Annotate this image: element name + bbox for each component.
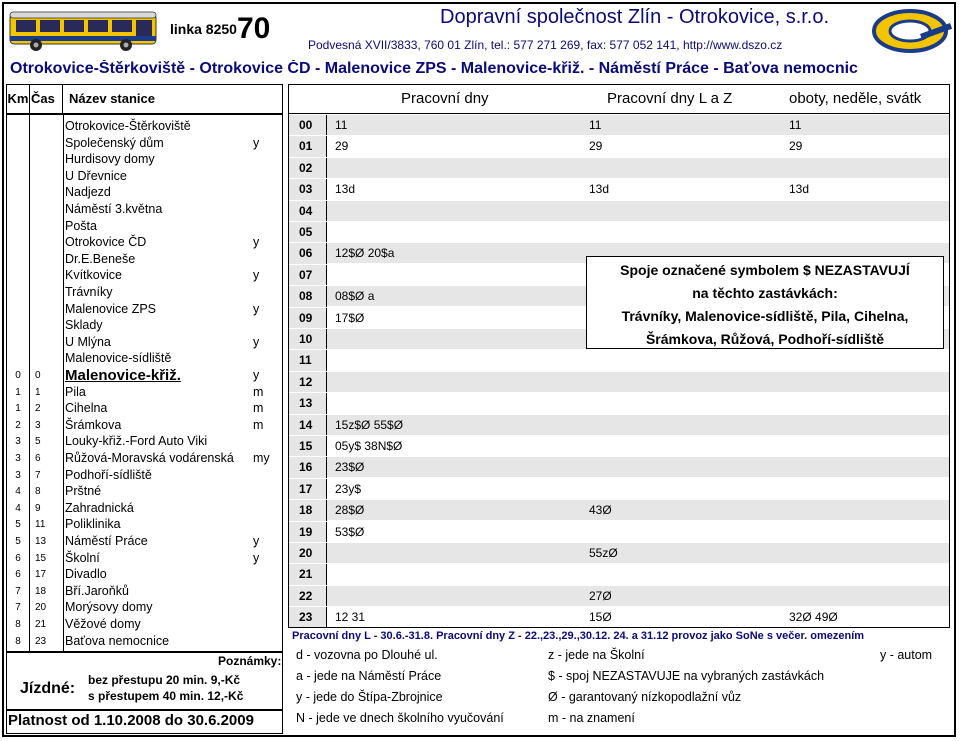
hour-row xyxy=(289,414,949,435)
station-name: Malenovice-sídliště xyxy=(65,351,172,366)
station-name: Školní xyxy=(65,550,100,565)
station-row xyxy=(7,450,282,467)
weekday-departures: 53$Ø xyxy=(335,524,365,539)
hour-label: 12 xyxy=(289,372,327,393)
station-row xyxy=(7,218,282,235)
station-name: Zahradnická xyxy=(65,500,134,515)
station-time: 3 xyxy=(35,419,41,431)
station-row xyxy=(7,400,282,417)
station-time: 15 xyxy=(35,552,47,564)
station-time: 20 xyxy=(35,602,47,614)
notice-line-1: Spoje označené symbolem $ NEZASTAVUJÍ xyxy=(620,262,910,278)
hour-label: 19 xyxy=(289,522,327,543)
station-km: 2 xyxy=(15,419,21,431)
hour-row xyxy=(289,349,949,370)
weekday-departures: 13d xyxy=(335,182,356,197)
hour-row xyxy=(289,114,949,135)
station-name: U Mlýna xyxy=(65,334,111,349)
station-name: Kvítkovice xyxy=(65,268,122,283)
hour-row xyxy=(289,521,949,542)
station-row xyxy=(7,483,282,500)
station-name: U Dřevnice xyxy=(65,168,127,183)
hour-label: 05 xyxy=(289,222,327,243)
station-km: 3 xyxy=(15,453,21,464)
company-logo-icon xyxy=(868,6,952,56)
hour-row xyxy=(289,200,949,221)
notice-line-3: Trávníky, Malenovice-sídliště, Pila, Cihelna, xyxy=(621,308,909,324)
station-time: 9 xyxy=(35,502,41,514)
hour-row xyxy=(289,499,949,520)
weekday-departures: 15z$Ø 55$Ø xyxy=(335,417,404,432)
station-flag: y xyxy=(253,368,260,382)
station-km: 5 xyxy=(15,519,21,531)
station-flag: m xyxy=(253,401,264,416)
station-row xyxy=(7,201,282,218)
hour-label: 18 xyxy=(289,500,327,521)
legend-y: y - jede do Štípa-Zbrojnice xyxy=(296,690,443,704)
hour-label: 00 xyxy=(289,115,327,136)
station-row xyxy=(7,168,282,185)
hour-row xyxy=(289,135,949,156)
legend-d: d - vozovna po Dlouhé ul. xyxy=(296,648,438,662)
station-row xyxy=(7,516,282,533)
weekday-lz-header: Pracovní dny L a Z xyxy=(607,90,733,107)
station-row xyxy=(7,301,282,318)
station-row xyxy=(7,533,282,550)
station-name: Náměstí Práce xyxy=(65,534,148,548)
weekday-lz-departures: 11 xyxy=(589,118,602,132)
station-name: Hurdisovy domy xyxy=(65,152,155,167)
station-name: Trávníky xyxy=(65,285,113,299)
station-name: Nadjezd xyxy=(65,185,111,200)
hour-label: 15 xyxy=(289,436,327,457)
bus-icon xyxy=(8,8,158,52)
notice-box xyxy=(586,256,944,349)
station-km: 5 xyxy=(15,536,21,547)
station-name: Otrokovice ČD xyxy=(65,235,147,250)
station-km: 4 xyxy=(15,486,21,498)
station-row xyxy=(7,251,282,268)
weekday-departures: 23y$ xyxy=(335,481,362,496)
station-row xyxy=(7,151,282,168)
station-km: 1 xyxy=(15,403,21,415)
hour-label: 06 xyxy=(289,243,327,264)
station-name: Pošta xyxy=(65,218,97,233)
hour-label: 01 xyxy=(289,136,327,157)
weekday-departures: 11 xyxy=(335,118,348,132)
station-km: 1 xyxy=(15,386,21,398)
station-row xyxy=(7,417,282,434)
station-time: 21 xyxy=(35,619,47,630)
hour-row xyxy=(289,371,949,392)
hour-row xyxy=(289,478,949,499)
hour-row xyxy=(289,585,949,606)
station-flag: y xyxy=(253,135,260,150)
weekday-departures: 23$Ø xyxy=(335,460,365,475)
weekend-header: oboty, neděle, svátk xyxy=(789,90,922,107)
fare-label: Jízdné: xyxy=(20,680,76,697)
station-name: Šrámkova xyxy=(65,417,122,432)
hour-label: 09 xyxy=(289,308,327,329)
hour-row xyxy=(289,435,949,456)
station-name: Pila xyxy=(65,384,86,399)
hour-row xyxy=(289,563,949,584)
station-km: 0 xyxy=(15,370,21,381)
hour-row xyxy=(289,606,949,627)
stations-list xyxy=(6,114,283,652)
weekday-lz-departures: 43Ø xyxy=(589,503,612,518)
weekday-lz-departures: 55zØ xyxy=(589,546,618,560)
station-flag: y xyxy=(253,550,260,565)
station-name: Prštné xyxy=(65,484,102,499)
hour-row xyxy=(289,157,949,178)
weekday-lz-departures: 13d xyxy=(589,182,610,197)
station-name: Společenský dům xyxy=(65,135,164,150)
station-name: Bří.Jaroňků xyxy=(65,583,129,598)
notes-label: Poznámky: xyxy=(218,654,282,668)
station-row xyxy=(7,566,282,583)
station-name-header: Název stanice xyxy=(69,91,155,106)
hour-label: 14 xyxy=(289,415,327,436)
station-name: Podhoří-sídliště xyxy=(65,467,152,482)
station-time: 8 xyxy=(35,486,41,498)
hour-row xyxy=(289,456,949,477)
station-row xyxy=(7,599,282,616)
legend-m: m - na znamení xyxy=(548,711,635,725)
station-row xyxy=(7,384,282,401)
station-flag: y xyxy=(253,534,260,548)
hour-label: 07 xyxy=(289,265,327,286)
station-name: Baťova nemocnice xyxy=(65,633,170,648)
station-time: 11 xyxy=(35,519,46,531)
station-time: 18 xyxy=(35,585,47,597)
station-km: 7 xyxy=(15,602,21,614)
station-row xyxy=(7,135,282,152)
station-row xyxy=(7,350,282,367)
station-km: 6 xyxy=(15,552,21,564)
station-km: 8 xyxy=(15,635,21,647)
station-km: 7 xyxy=(15,585,21,597)
station-row xyxy=(7,433,282,450)
notice-line-2: na těchto zastávkách: xyxy=(692,285,838,301)
weekday-lz-departures: 27Ø xyxy=(589,588,612,603)
station-flag: m xyxy=(253,384,264,399)
weekend-departures: 32Ø 49Ø xyxy=(789,610,838,625)
company-name: Dopravní společnost Zlín - Otrokovice, s.r.o. xyxy=(440,6,830,28)
station-row xyxy=(7,234,282,251)
station-name: Růžová-Moravská vodárenská xyxy=(65,451,234,465)
hour-label: 03 xyxy=(289,179,327,200)
station-time: 17 xyxy=(35,569,47,581)
line-label: linka 8250 xyxy=(170,21,237,37)
hour-label: 22 xyxy=(289,586,327,607)
hour-row xyxy=(289,178,949,199)
station-row xyxy=(7,334,282,351)
station-flag: y xyxy=(253,334,260,349)
station-km: 3 xyxy=(15,469,21,481)
fare-without-transfer: bez přestupu 20 min. 9,-Kč xyxy=(88,673,241,687)
legend-n: N - jede ve dnech školního vyučování xyxy=(296,711,504,725)
legend-auto: y - autom xyxy=(880,648,933,662)
weekday-departures: 29 xyxy=(335,139,349,154)
weekday-departures: 05y$ 38N$Ø xyxy=(335,439,403,453)
station-name: Věžové domy xyxy=(65,617,141,631)
weekday-lz-departures: 15Ø xyxy=(589,610,612,625)
station-name: Dr.E.Beneše xyxy=(65,251,136,266)
station-time: 5 xyxy=(35,436,41,448)
notice-line-4: Šrámkova, Růžová, Podhoří-sídliště xyxy=(645,331,885,347)
hour-label: 08 xyxy=(289,286,327,307)
hour-label: 04 xyxy=(289,201,327,222)
station-row xyxy=(7,267,282,284)
station-name: Malenovice ZPS xyxy=(65,301,157,316)
weekday-departures: 08$Ø a xyxy=(335,289,375,304)
station-row xyxy=(7,616,282,633)
station-name: Divadlo xyxy=(65,567,107,582)
station-name: Poliklinika xyxy=(65,517,121,532)
station-name: Malenovice-křiž. xyxy=(65,367,181,384)
station-flag: my xyxy=(253,451,270,465)
station-row xyxy=(7,500,282,517)
station-name: Cihelna xyxy=(65,401,108,416)
hour-row xyxy=(289,221,949,242)
service-periods: Pracovní dny L - 30.6.-31.8. Pracovní dny Z - 22.,23.,29.,30.12. 24. a 31.12 provoz jako SoNe s večer. omezením xyxy=(292,630,865,642)
time-header: Čas xyxy=(29,85,63,113)
weekday-departures: 28$Ø xyxy=(335,503,365,518)
legend-low-floor: Ø - garantovaný nízkopodlažní vůz xyxy=(548,690,742,704)
fare-with-transfer: s přestupem 40 min. 12,-Kč xyxy=(88,689,244,703)
hour-label: 11 xyxy=(289,350,327,371)
timetable-header xyxy=(288,84,950,114)
hour-row xyxy=(289,542,949,563)
station-flag: y xyxy=(253,268,260,283)
station-km: 4 xyxy=(15,502,21,514)
station-row xyxy=(7,367,282,384)
station-name: Morýsovy domy xyxy=(65,600,153,615)
stations-header xyxy=(6,84,283,114)
station-time: 23 xyxy=(35,635,47,647)
weekend-departures: 29 xyxy=(789,139,803,154)
hour-label: 10 xyxy=(289,329,327,350)
departures-grid xyxy=(288,114,950,628)
station-row xyxy=(7,550,282,567)
station-name: Náměstí 3.května xyxy=(65,202,163,216)
station-name: Otrokovice-Štěrkoviště xyxy=(65,119,191,133)
hour-label: 16 xyxy=(289,457,327,478)
station-time: 13 xyxy=(35,536,47,547)
hour-row xyxy=(289,392,949,413)
hour-label: 02 xyxy=(289,158,327,179)
weekday-lz-departures: 29 xyxy=(589,139,603,154)
station-time: 2 xyxy=(35,403,41,415)
weekday-departures: 17$Ø xyxy=(335,310,365,325)
station-km: 8 xyxy=(15,619,21,630)
km-header: Km xyxy=(7,85,30,113)
station-km: 6 xyxy=(15,569,21,581)
hour-label: 21 xyxy=(289,564,327,585)
station-time: 0 xyxy=(35,370,41,381)
validity-text: Platnost od 1.10.2008 do 30.6.2009 xyxy=(8,712,254,729)
station-name: Louky-křiž.-Ford Auto Viki xyxy=(65,434,208,449)
hour-label: 20 xyxy=(289,543,327,564)
weekday-departures: 12 31 xyxy=(335,610,366,625)
line-number: 70 xyxy=(237,12,271,45)
station-flag: y xyxy=(253,235,260,250)
legend-z: z - jede na Školní xyxy=(548,648,645,662)
station-name: Sklady xyxy=(65,318,103,333)
weekday-departures: 12$Ø 20$a xyxy=(335,246,395,261)
legend-dollar: $ - spoj NEZASTAVUJE na vybraných zastávkách xyxy=(548,669,825,683)
hour-label: 13 xyxy=(289,393,327,414)
weekday-header: Pracovní dny xyxy=(401,90,489,107)
station-flag: m xyxy=(253,417,264,432)
station-row xyxy=(7,118,282,135)
station-row xyxy=(7,633,282,650)
weekend-departures: 13d xyxy=(789,182,810,197)
company-address: Podvesná XVII/3833, 760 01 Zlín, tel.: 577 271 269, fax: 577 052 141, http://www.dszo.cz xyxy=(308,38,783,52)
station-time: 7 xyxy=(35,469,41,481)
station-row xyxy=(7,284,282,301)
station-row xyxy=(7,583,282,600)
station-time: 1 xyxy=(35,386,41,398)
station-row xyxy=(7,317,282,334)
station-row xyxy=(7,184,282,201)
legend-a: a - jede na Náměstí Práce xyxy=(296,669,442,683)
station-row xyxy=(7,467,282,484)
station-flag: y xyxy=(253,301,260,316)
hour-label: 23 xyxy=(289,607,327,628)
station-time: 6 xyxy=(35,453,41,464)
weekend-departures: 11 xyxy=(789,118,802,132)
hour-label: 17 xyxy=(289,479,327,500)
route-title: Otrokovice-Štěrkoviště - Otrokovice ČD - Malenovice ZPS - Malenovice-křiž. - Náměstí Práce - Baťova nemocnic xyxy=(10,60,858,77)
station-km: 3 xyxy=(15,436,21,448)
